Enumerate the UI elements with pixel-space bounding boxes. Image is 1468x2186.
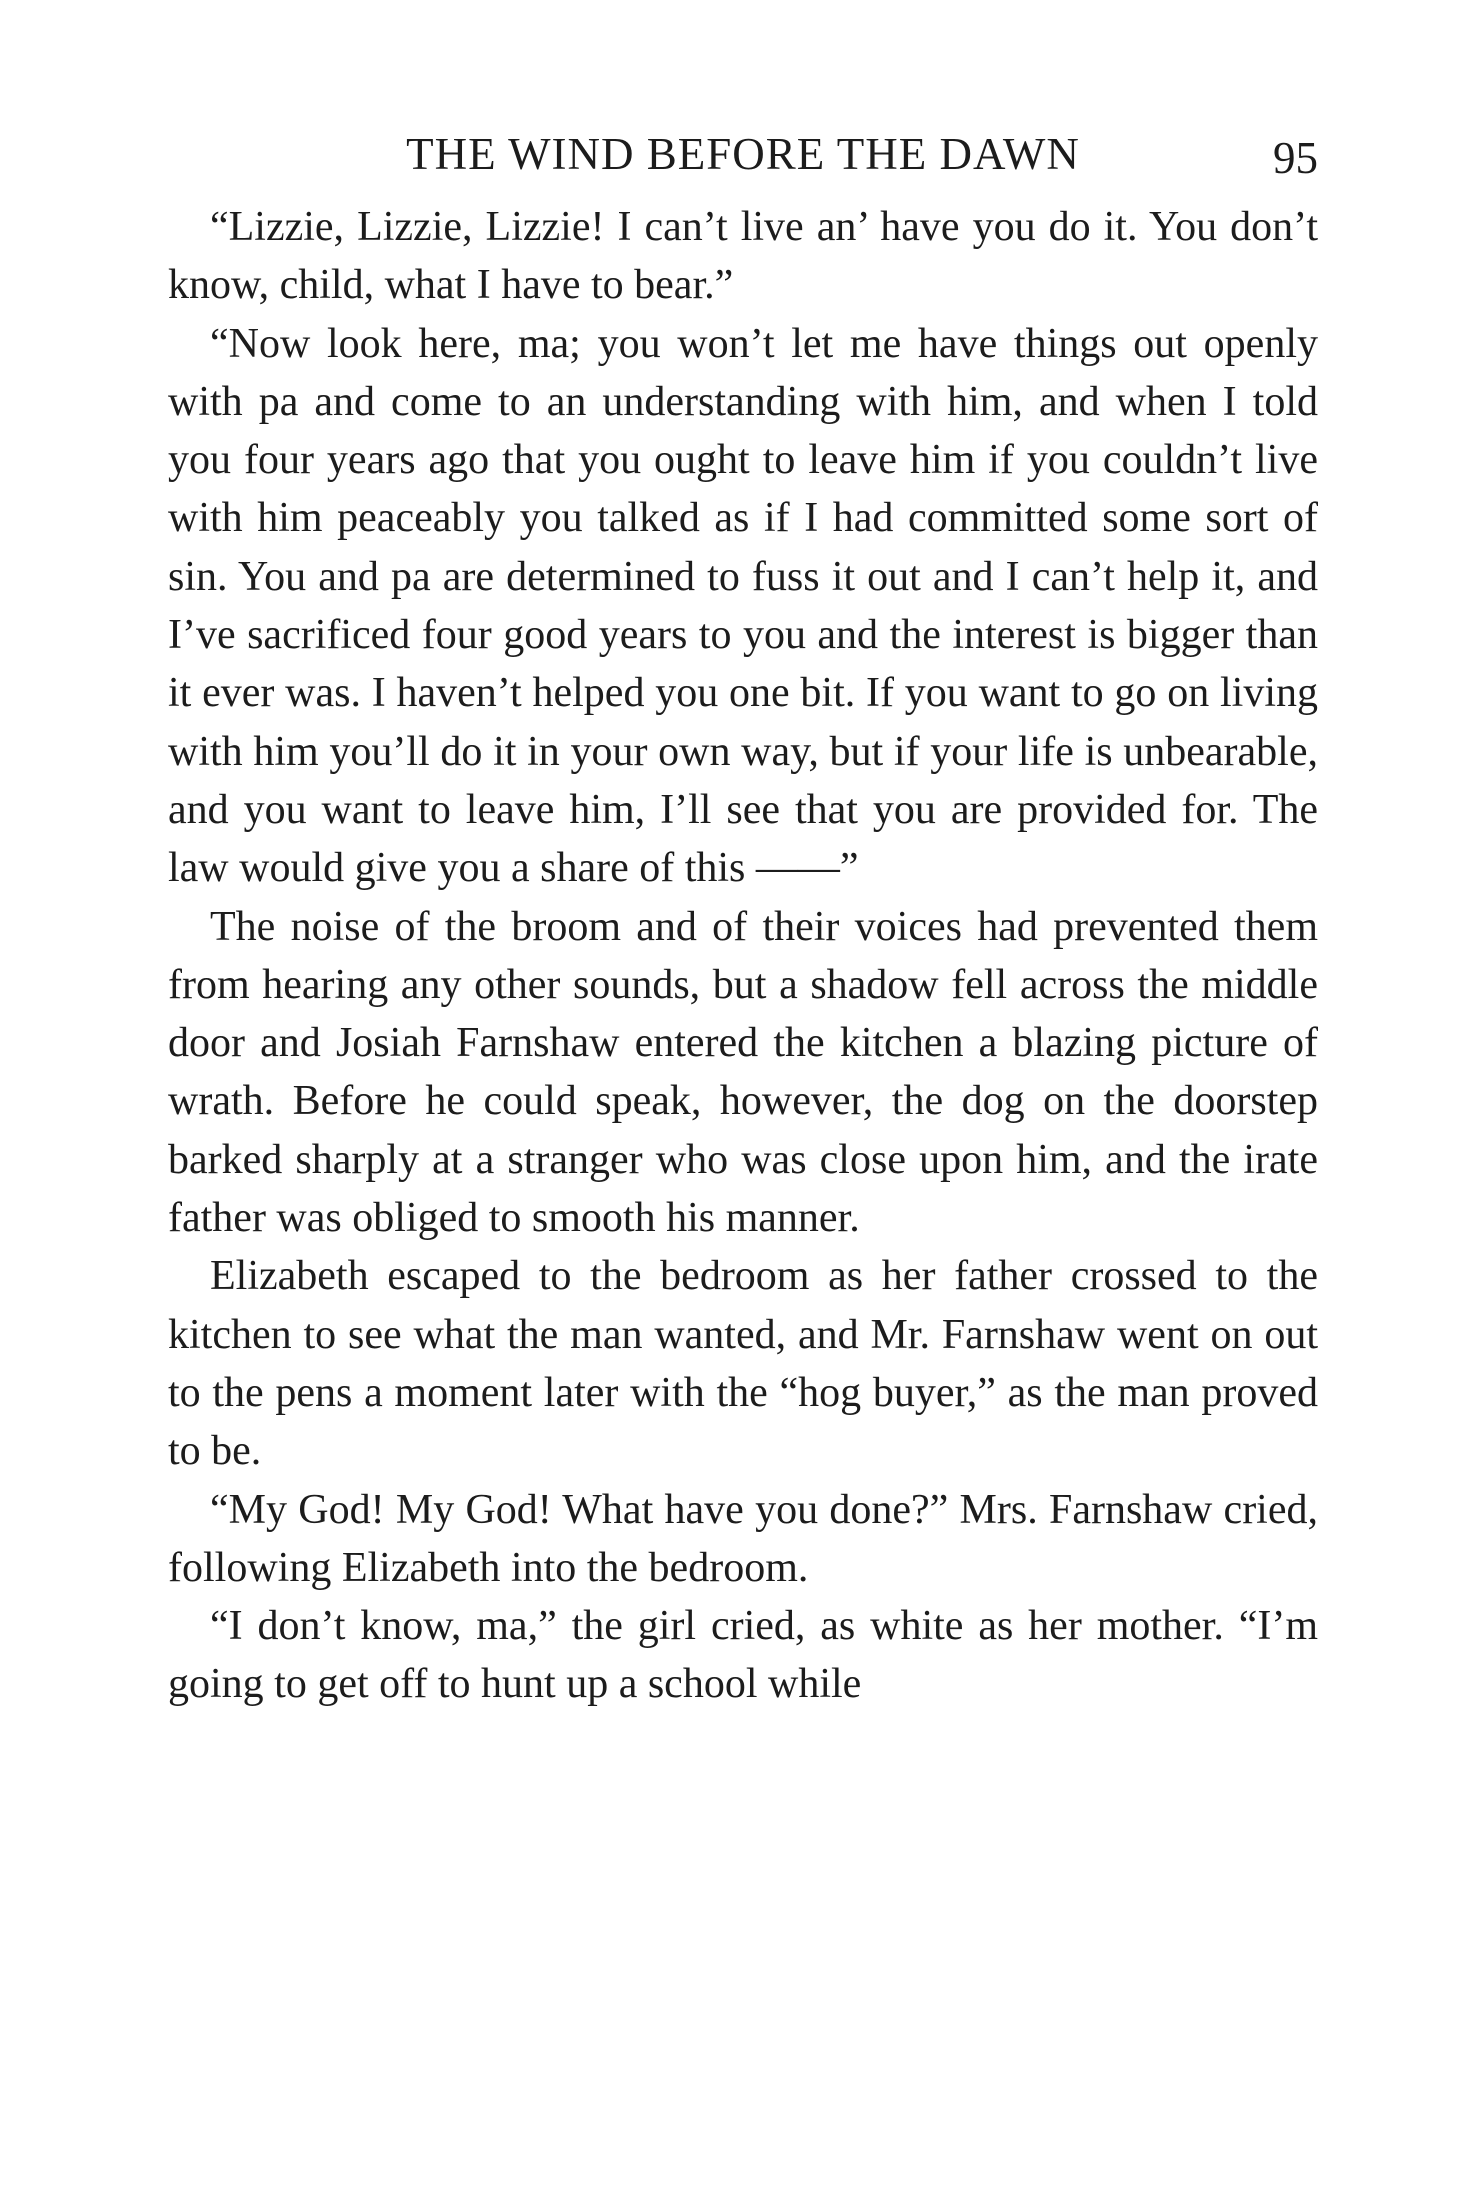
paragraph-2: “Now look here, ma; you won’t let me have things out openly with pa and come to an understanding with him, and when I told you four years ago that you ought to leave him if you couldn’t live with him peaceably you talked as if I had committed some sort of sin. You and pa are determined to fuss it out and I can’t help it, and I’ve sacrificed four good years to you and the interest is bigger than it ever was. I haven’t helped you one bit. If you want to go on living with him you’ll do it in your own way, but if your life is unbearable, and you want to leave him, I’ll see that you are provided for. The law would give you a share of this ——” bbox=[168, 320, 1318, 892]
page-number: 95 bbox=[1273, 133, 1318, 183]
paragraph-4: Elizabeth escaped to the bedroom as her father crossed to the kitchen to see what the man wanted, and Mr. Farnshaw went on out to the pens a moment later with the “hog buyer,” as the man proved to be. bbox=[168, 1253, 1318, 1475]
paragraph-6: “I don’t know, ma,” the girl cried, as white as her mother. “I’m going to get off to hunt up a school while bbox=[168, 1603, 1318, 1708]
paragraph-5: “My God! My God! What have you done?” Mrs. Farnshaw cried, following Elizabeth into the bedroom. bbox=[168, 1486, 1318, 1591]
body-text bbox=[168, 198, 1318, 1714]
running-head bbox=[168, 124, 1318, 184]
paragraph-3: The noise of the broom and of their voices had prevented them from hearing any other sounds, but a shadow fell across the middle door and Josiah Farnshaw entered the kitchen a blazing picture of wrath. Before he could speak, however, the dog on the doorstep barked sharply at a stranger who was close upon him, and the irate father was obliged to smooth his manner. bbox=[168, 903, 1318, 1242]
paragraph-1: “Lizzie, Lizzie, Lizzie! I can’t live an’ have you do it. You don’t know, child, what I have to bear.” bbox=[168, 204, 1318, 309]
running-title: THE WIND BEFORE THE DAWN bbox=[406, 129, 1080, 179]
